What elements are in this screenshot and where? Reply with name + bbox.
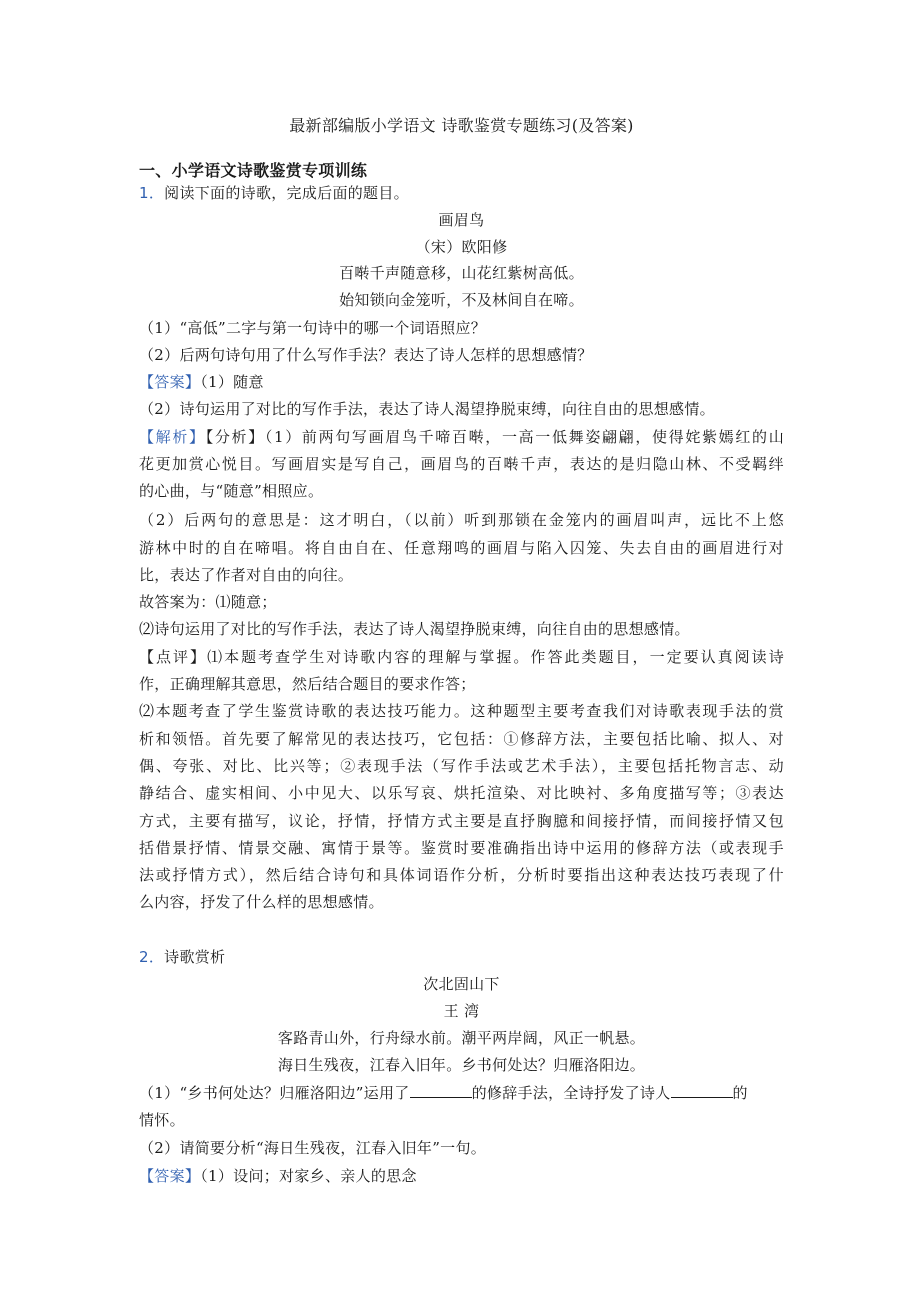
answer-1: 【答案】（1）随意 <box>139 373 264 391</box>
analysis-line: 的心曲，与“随意”相照应。 <box>139 482 324 500</box>
comment-line: ⑵本题考查了学生鉴赏诗歌的表达技巧能力。这种题型主要考查我们对诗歌表现手法的赏 <box>139 702 784 720</box>
analysis-tag: 【解析】 <box>139 428 206 446</box>
comment-line: 析和领悟。首先要了解常见的表达技巧，它包括：①修辞方法，主要包括比喻、拟人、对 <box>139 730 784 748</box>
question-2-prompt: 2．诗歌赏析 <box>139 948 226 966</box>
poem-2-line-1: 客路青山外，行舟绿水前。潮平两岸阔，风正一帆悬。 <box>277 1029 646 1047</box>
question-2-sub-2: （2）请简要分析“海日生残夜，江春入旧年”一句。 <box>139 1139 487 1157</box>
answer-1-part-2: （2）诗句运用了对比的写作手法，表达了诗人渴望挣脱束缚，向往自由的思想感情。 <box>139 400 715 418</box>
analysis-line: 花更加赏心悦目。写画眉实是写自己，画眉鸟的百啭千声，表达的是归隐山林、不受羁绊 <box>139 455 784 473</box>
comment-line: 方式，主要有描写，议论，抒情，抒情方式主要是直抒胸臆和间接抒情，而间接抒情又包 <box>139 812 784 830</box>
poem-2-author: 王 湾 <box>443 1002 480 1020</box>
poem-1-line-2: 始知锁向金笼听，不及林间自在啼。 <box>339 291 584 309</box>
question-2-number: 2． <box>139 948 165 966</box>
answer-blank[interactable] <box>410 1083 472 1098</box>
comment-line: 偶、夸张、对比、比兴等；②表现手法（写作手法或艺术手法），主要包括托物言志、动 <box>139 757 784 775</box>
answer-tag: 【答案】 <box>139 1167 201 1185</box>
poem-1-author: （宋）欧阳修 <box>415 238 508 256</box>
poem-1-line-1: 百啭千声随意移，山花红紫树高低。 <box>339 264 584 282</box>
section-title: 一、小学语文诗歌鉴赏专项训练 <box>139 161 368 180</box>
analysis-line: 游林中时的自在啼唱。将自由自在、任意翔鸣的画眉与陷入囚笼、失去自由的画眉进行对 <box>139 539 784 557</box>
poem-2-title: 次北固山下 <box>423 975 500 993</box>
question-2-sub-1: （1）“乡书何处达？归雁洛阳边”运用了 的修辞手法，全诗抒发了诗人 的 <box>139 1084 748 1102</box>
analysis-line: ⑵诗句运用了对比的写作手法，表达了诗人渴望挣脱束缚，向往自由的思想感情。 <box>139 620 690 638</box>
question-1-sub-2: （2）后两句诗句用了什么写作手法？表达了诗人怎样的思想感情？ <box>139 346 593 364</box>
comment-line: 作，正确理解其意思，然后结合题目的要求作答； <box>139 675 476 693</box>
analysis-line: 故答案为：⑴随意； <box>139 593 277 611</box>
comment-line: 静结合、虚实相间、小中见大、以乐写哀、烘托渲染、对比映衬、多角度描写等；③表达 <box>139 784 784 802</box>
answer-blank[interactable] <box>671 1083 733 1098</box>
comment-line: 么内容，抒发了什么样的思想感情。 <box>139 893 384 911</box>
question-2-sub-1-cont: 情怀。 <box>139 1111 185 1129</box>
analysis-line: （2）后两句的意思是：这才明白，（以前）听到那锁在金笼内的画眉叫声，远比不上悠 <box>139 511 784 529</box>
analysis-line: 【解析】【分析】（1）前两句写画眉鸟千啼百啭，一高一低舞姿翩翩，使得姹紫嫣红的山 <box>139 428 784 446</box>
question-1-number: 1． <box>139 184 165 202</box>
analysis-line: 比，表达了作者对自由的向往。 <box>139 566 354 584</box>
poem-2-line-2: 海日生残夜，江春入旧年。乡书何处达？归雁洛阳边。 <box>277 1056 646 1074</box>
answer-2: 【答案】（1）设问；对家乡、亲人的思念 <box>139 1167 417 1185</box>
question-1-prompt: 1．阅读下面的诗歌，完成后面的题目。 <box>139 184 409 202</box>
comment-line: 括借景抒情、情景交融、寓情于景等。鉴赏时要准确指出诗中运用的修辞方法（或表现手 <box>139 839 784 857</box>
comment-line: 【点评】⑴本题考查学生对诗歌内容的理解与掌握。作答此类题目，一定要认真阅读诗 <box>139 648 784 666</box>
question-1-sub-1: （1）“高低”二字与第一句诗中的哪一个词语照应？ <box>139 319 487 337</box>
answer-tag: 【答案】 <box>139 373 201 391</box>
doc-title: 最新部编版小学语文 诗歌鉴赏专题练习(及答案) <box>289 116 634 135</box>
poem-1-title: 画眉鸟 <box>438 211 485 229</box>
comment-line: 法或抒情方式），然后结合诗句和具体词语作分析，分析时要指出这种表达技巧表现了什 <box>139 866 784 884</box>
